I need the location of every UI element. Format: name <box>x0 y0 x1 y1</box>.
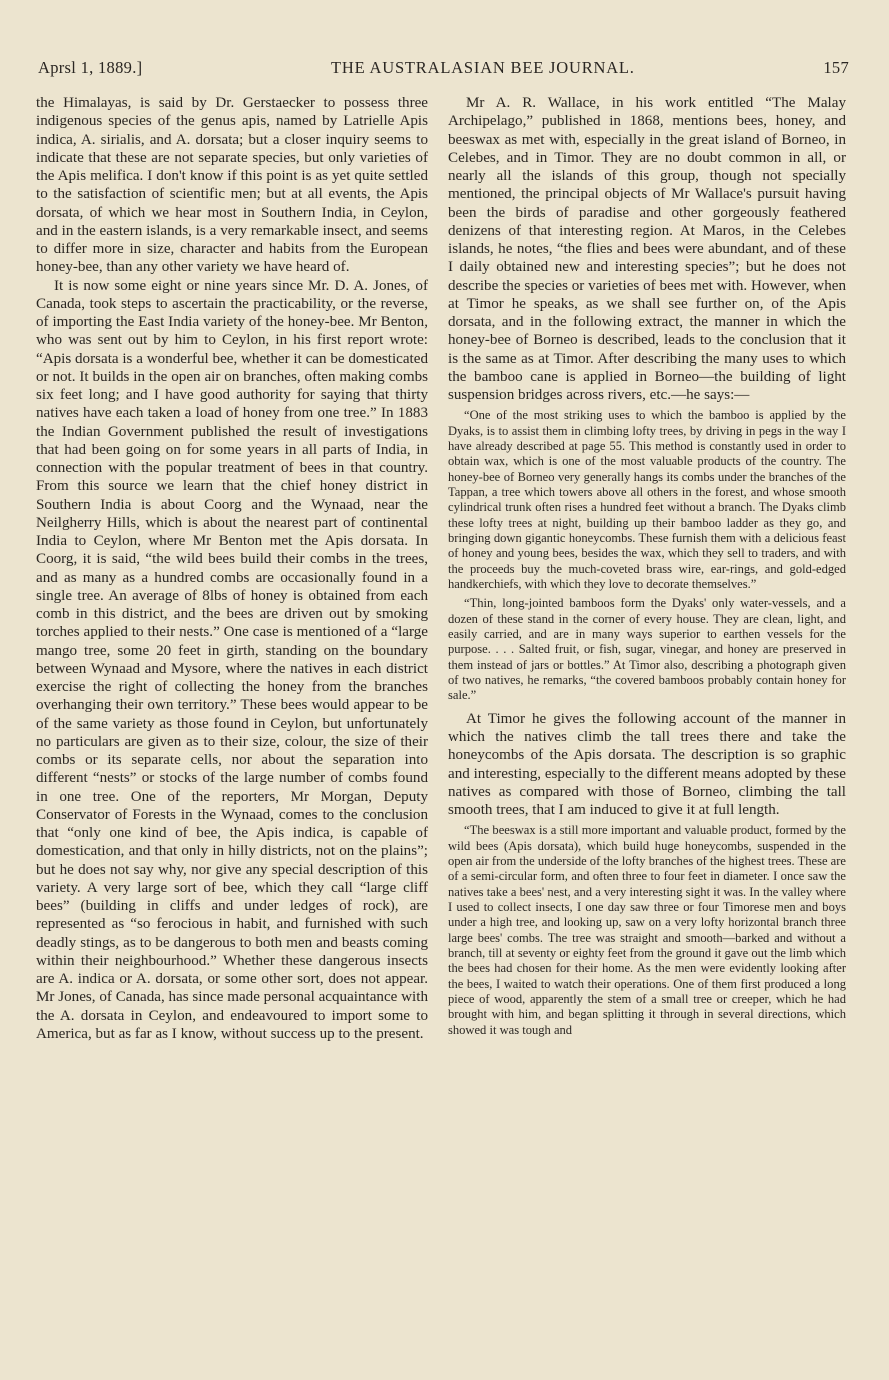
journal-title: THE AUSTRALASIAN BEE JOURNAL. <box>331 58 635 77</box>
page-header <box>38 58 849 84</box>
right-column <box>448 94 846 1042</box>
left-paragraph-2: It is now some eight or nine years since Mr. D. A. Jones, of Canada, took steps to ascertain the practicability, or the reverse, of importing the East India variety of the honey-bee. Mr Benton, who was sent out by him to Ceylon, in his first report wrote: “Apis dorsata is a wonderful bee, whether it can be domesticated or not. It builds in the open air on branches, often making combs six feet long; and I have good authority for saying that thirty natives have each taken a load of honey from one tree.” In 1883 the Indian Government published the result of investigations that had been going on for some years in all parts of India, in connection with the popular treatment of bees in that country. From this source we learn that the chief honey district in Southern India is about Coorg and the Wynaad, near the Neilgherry Hills, which is about the nearest part of continental India to Ceylon, where Mr Benton met the Apis dorsata. In Coorg, it is said, “the wild bees build their combs in the trees, and as many as a hundred combs are occasionally found in a single tree. An average of 8lbs of honey is obtained from each comb in this district, and the bees are driven out by smoking torches applied to their nests.” One case is mentioned of a “large mango tree, some 20 feet in girth, standing on the boundary between Wynaad and Mysore, where the natives in each district exercise the right of collecting the honey from the branches overhanging their own territory.” These bees would appear to be of the same variety as those found in Ceylon, but unfortunately no particulars are given as to their size, colour, the size of their combs or its separate cells, nor about the separation into different “nests” or stocks of the large number of combs found in one tree. One of the reporters, Mr Morgan, Deputy Conservator of Forests in the Wynaad, comes to the conclusion that “only one kind of bee, the Apis indica, is capable of domestication, and that only in hilly districts, not on the plains”; but he does not say why, nor give any special description of this variety. A very large sort of bee, which they call “large cliff bees” (building in cliffs and under ledges of rock), are represented as “so ferocious in habit, and furnished with such deadly stings, as to be dangerous to both men and beasts coming within their neighbourhood.” Whether these dangerous insects are A. indica or A. dorsata, or some other sort, does not appear. Mr Jones, of Canada, has since made personal acquaintance with the A. dorsata in Ceylon, and endeavoured to import some to America, but as far as I know, without success up to the present. <box>36 277 428 1042</box>
left-paragraph-1: the Himalayas, is said by Dr. Gerstaecker to possess three indigenous species of the genus apis, named by Latrielle Apis indica, A. sirialis, and A. dorsata; but a closer inquiry seems to indicate that these are not separate species, but only varieties of the Apis melifica. I don't know if this point is as yet quite settled to the satisfaction of scientific men; but at all events, the Apis dorsata, of which we hear most in Southern India, in Ceylon, and in the eastern islands, is a very remarkable insect, and seems to differ more in size, character and habits from the European honey-bee, than any other variety we have heard of. <box>36 95 428 276</box>
page-number: 157 <box>823 58 849 77</box>
wallace-paragraph: Mr A. R. Wallace, in his work entitled “The Malay Archipelago,” published in 1868, mentions bees, honey, and beeswax as met with, especially in the great island of Borneo, in Celebes, and in Timor. They are no doubt common in all, or nearly all the islands of this group, though not specially mentioned, the principal objects of Mr Wallace's pursuit having been the birds of paradise and other gorgeously feathered denizens of that interesting region. At Maros, in the Celebes islands, he notes, “the flies and bees were abundant, and of these I daily obtained new and interesting species”; but he does not describe the species or varieties of bees met with. However, when at Timor he speaks, as we shall see further on, of the Apis dorsata, and in the following extract, the manner in which the honey-bee of Borneo is described, leads to the conclusion that it is the same as at Timor. After describing the many uses to which the bamboo cane is applied in Borneo—the building of light suspension bridges across rivers, etc.—he says:— <box>448 95 846 403</box>
header-date: Aprsl 1, 1889.] <box>38 58 143 77</box>
borneo-quote: “One of the most striking uses to which the bamboo is applied by the Dyaks, is to assist them in climbing lofty trees, by driving in pegs in the way I have already described at page 55. This method is constantly used in order to obtain wax, which is one of the most valuable products of the country. The honey-bee of Borneo very generally hangs its combs under the branches of the Tappan, a tree which towers above all others in the forest, and whose smooth cylindrical trunk often rises a hundred feet without a branch. The Dyaks climb these lofty trees at night, building up their bamboo ladder as they go, and bringing down gigantic honeycombs. These furnish them with a delicious feast of honey and young bees, besides the wax, which they sell to traders, and with the proceeds buy the much-coveted brass wire, ear-rings, and gold-edged handkerchiefs, with which they love to decorate themselves.” <box>448 408 846 592</box>
left-column <box>36 94 428 1043</box>
timor-paragraph: At Timor he gives the following account of the manner in which the natives climb the tall trees there and take the honeycombs of the Apis dorsata. The description is so graphic and interesting, especially to the different means adopted by these natives as compared with those of Borneo, climbing the tall smooth trees, that I am induced to give it at full length. <box>448 710 846 819</box>
bamboo-quote: “Thin, long-jointed bamboos form the Dyaks' only water-vessels, and a dozen of these stand in the corner of every house. They are clean, light, and easily carried, and are in many ways superior to earthen vessels for the purpose. . . . Salted fruit, or fish, sugar, vinegar, and honey are preserved in them instead of jars or bottles.” At Timor also, describing a photograph given of two natives, he remarks, “the covered bamboos probably contain honey for sale.” <box>448 596 846 703</box>
beeswax-quote: “The beeswax is a still more important and valuable product, formed by the wild bees (Apis dorsata), which build huge honeycombs, suspended in the open air from the underside of the lofty branches of the highest trees. These are of a semi-circular form, and often three to four feet in diameter. I once saw the natives take a bees' nest, and a very interesting sight it was. In the valley where I used to collect insects, I one day saw three or four Timorese men and boys under a high tree, and looking up, saw on a very lofty horizontal branch three large bees' combs. The tree was straight and smooth—barked and without a branch, till at seventy or eighty feet from the ground it gave out the limb which the bees had chosen for their home. As the men were evidently looking after the bees, I waited to watch their operations. One of them first produced a long piece of wood, apparently the stem of a small tree or creeper, which he had brought with him, and began splitting it through in several directions, which showed it was tough and <box>448 823 846 1037</box>
